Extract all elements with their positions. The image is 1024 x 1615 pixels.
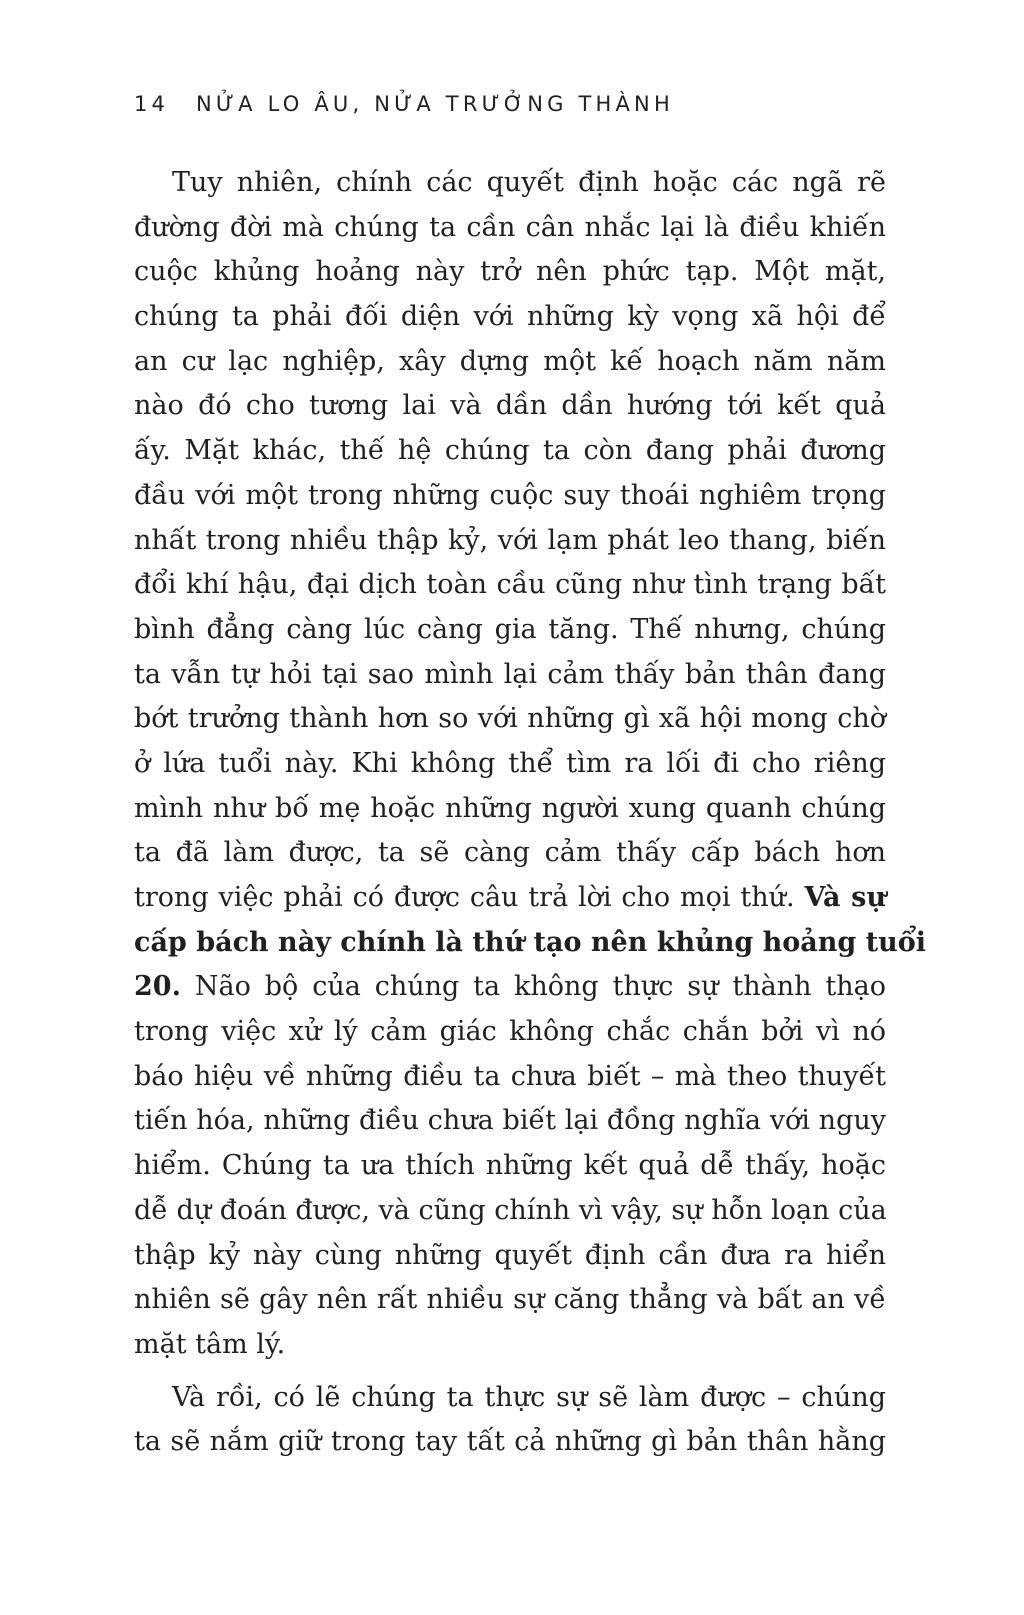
text-line: bớt trưởng thành hơn so với những gì xã hội mong chờ [134, 703, 886, 735]
text-line: ta đã làm được, ta sẽ càng cảm thấy cấp bách hơn [134, 837, 886, 869]
text-line: ấy. Mặt khác, thế hệ chúng ta còn đang phải đương [134, 435, 886, 467]
running-header [134, 92, 674, 116]
paragraph-gap [134, 1368, 886, 1376]
emphasis-line: cấp bách này chính là thứ tạo nên khủng hoảng tuổi [134, 926, 927, 958]
emphasis-text: 20. [134, 971, 181, 1003]
page-number: 14 [134, 92, 170, 116]
text-line: Và rồi, có lẽ chúng ta thực sự sẽ làm được – chúng [172, 1381, 886, 1413]
text-line: tiến hóa, những điều chưa biết lại đồng nghĩa với nguy [134, 1105, 886, 1137]
body-text [134, 161, 927, 1465]
text-line: mặt tâm lý. [134, 1328, 286, 1360]
text-line: mình như bố mẹ hoặc những người xung quanh chúng [134, 792, 886, 824]
text-line: an cư lạc nghiệp, xây dựng một kế hoạch năm năm [134, 345, 886, 377]
text-line: nhiên sẽ gây nên rất nhiều sự căng thẳng và bất an về [134, 1284, 886, 1316]
text-line: thập kỷ này cùng những quyết định cần đưa ra hiển [134, 1239, 886, 1271]
text-line: Tuy nhiên, chính các quyết định hoặc các ngã rẽ [172, 167, 886, 198]
book-title: NỬA LO ÂU, NỬA TRƯỞNG THÀNH [196, 92, 674, 116]
text-line: đường đời mà chúng ta cần cân nhắc lại là điều khiến [134, 211, 886, 243]
line-text: trong việc phải có được câu trả lời cho mọi thứ. [134, 882, 795, 913]
text-line: cuộc khủng hoảng này trở nên phức tạp. Một mặt, [134, 256, 886, 288]
text-line: trong việc xử lý cảm giác không chắc chắn bởi vì nó [134, 1016, 886, 1048]
text-line: ta sẽ nắm giữ trong tay tất cả những gì bản thân hằng [134, 1426, 886, 1458]
text-line: nhất trong nhiều thập kỷ, với lạm phát leo thang, biến [134, 524, 886, 556]
text-line [134, 965, 886, 1010]
text-line: đầu với một trong những cuộc suy thoái nghiêm trọng [134, 479, 886, 511]
text-line: hiểm. Chúng ta ưa thích những kết quả dễ thấy, hoặc [134, 1150, 886, 1182]
text-line: ta vẫn tự hỏi tại sao mình lại cảm thấy bản thân đang [134, 658, 886, 690]
text-line: báo hiệu về những điều ta chưa biết – mà theo thuyết [134, 1060, 886, 1092]
text-line [134, 876, 886, 921]
text-line: chúng ta phải đối diện với những kỳ vọng xã hội để [134, 301, 886, 333]
text-line: nào đó cho tương lai và dần dần hướng tới kết quả [134, 390, 886, 422]
text-line: đổi khí hậu, đại dịch toàn cầu cũng như tình trạng bất [134, 569, 886, 601]
text-line: dễ dự đoán được, và cũng chính vì vậy, sự hỗn loạn của [134, 1194, 887, 1226]
line-text: Não bộ của chúng ta không thực sự thành thạo [194, 971, 886, 1003]
emphasis-text: Và sự [804, 882, 886, 913]
paragraph-2 [134, 1376, 886, 1465]
text-line: bình đẳng càng lúc càng gia tăng. Thế nhưng, chúng [134, 613, 886, 645]
text-line: ở lứa tuổi này. Khi không thể tìm ra lối đi cho riêng [134, 747, 886, 779]
paragraph-1 [134, 161, 927, 1368]
